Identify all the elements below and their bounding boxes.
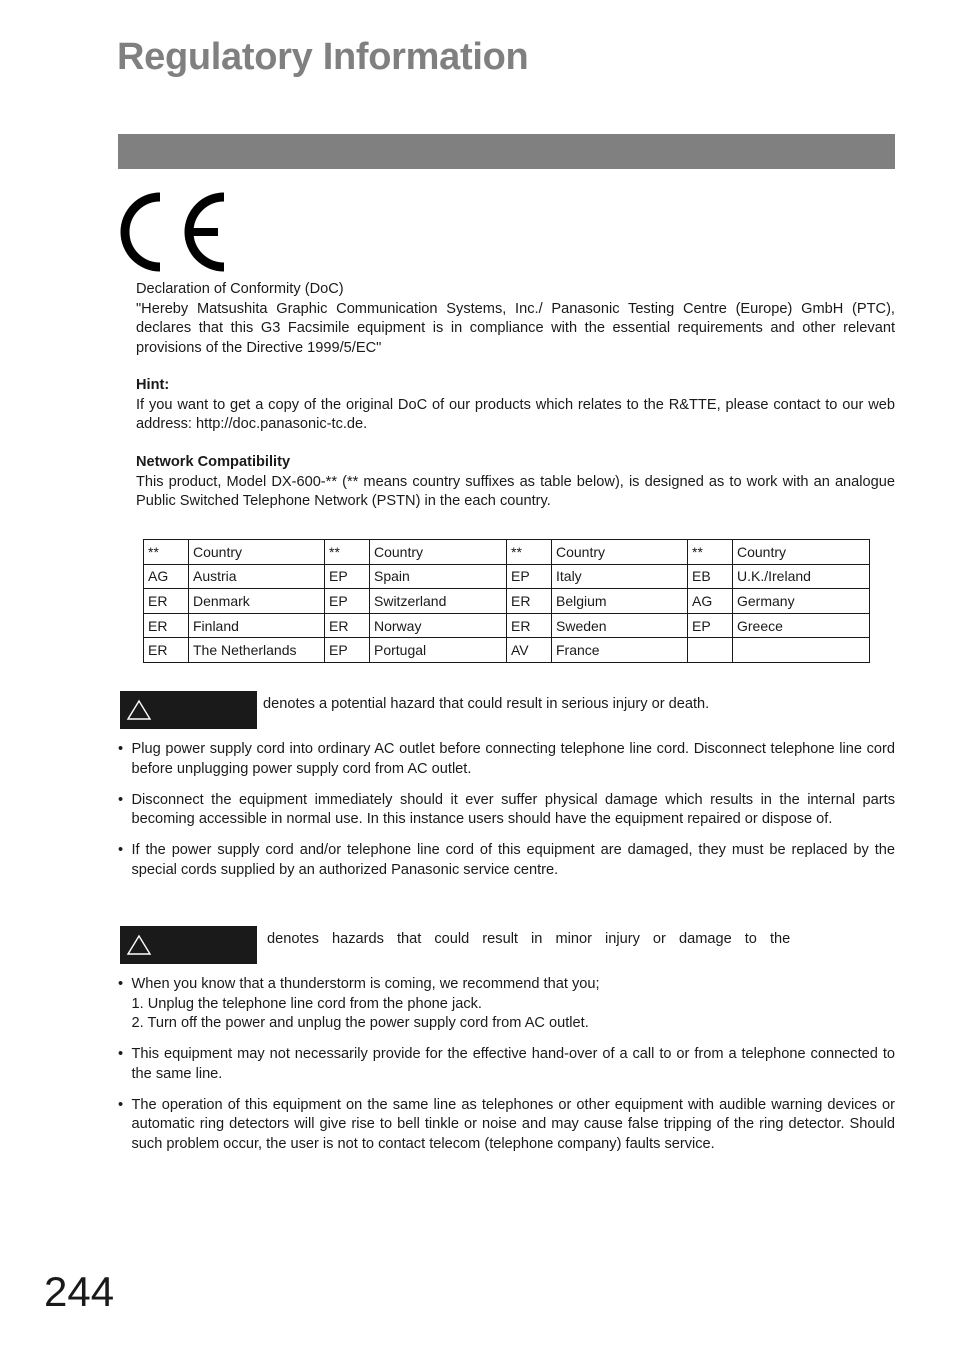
doc-statement: "Hereby Matsushita Graphic Communication Systems, Inc./ Panasonic Testing Centre (Europe) GmbH (PTC), declares that this G3 Facsimile equipment is in compliance with the essential requirements and other relevant provisions of the Directive 1999/5/EC" — [136, 300, 895, 356]
list-item: • This equipment may not necessarily provide for the effective hand-over of a call to or from a telephone connected to the same line. — [118, 1046, 895, 1082]
table-header-row — [144, 540, 870, 565]
warning-triangle-icon — [126, 699, 152, 721]
doc-section — [136, 280, 895, 358]
table-header-cell: ** — [507, 540, 552, 565]
warning-bullet-list — [118, 740, 895, 892]
caution-label-box — [120, 926, 257, 964]
table-header-cell: Country — [370, 540, 507, 565]
table-cell — [733, 638, 870, 663]
list-item: • Disconnect the equipment immediately should it ever suffer physical damage which results in the internal parts becoming accessible in normal use. In this instance users should have the equipment repaired or dispose of. — [118, 791, 895, 827]
list-item: • When you know that a thunderstorm is coming, we recommend that you; 1. Unplug the telephone line cord from the phone jack. 2. Turn off the power and unplug the power supply cord from AC outlet. — [118, 975, 895, 1034]
table-cell: Germany — [733, 589, 870, 614]
hint-label: Hint: — [136, 377, 170, 393]
caution-description: denotes hazards that could result in minor injury or damage to the — [267, 931, 791, 947]
list-item-text: When you know that a thunderstorm is coming, we recommend that you; — [131, 976, 600, 992]
table-cell: Finland — [189, 613, 325, 638]
table-cell: Greece — [733, 613, 870, 638]
table-cell: U.K./Ireland — [733, 564, 870, 589]
hint-text: If you want to get a copy of the original DoC of our products which relates to the R&TTE, please contact to our web address: http://doc.panasonic-tc.de. — [136, 396, 895, 432]
network-text: This product, Model DX-600-** (** means country suffixes as table below), is designed as to work with an analogue Public Switched Telephone Network (PSTN) in the each country. — [136, 473, 895, 509]
table-cell: EP — [325, 638, 370, 663]
table-header-cell: Country — [733, 540, 870, 565]
table-row — [144, 564, 870, 589]
list-item-text: This equipment may not necessarily provide for the effective hand-over of a call to or from a telephone connected to the same line. — [131, 1046, 895, 1082]
table-cell: ER — [144, 589, 189, 614]
table-cell: Denmark — [189, 589, 325, 614]
warning-label-box — [120, 691, 257, 729]
table-cell: EP — [688, 613, 733, 638]
ce-mark-icon — [118, 192, 228, 272]
table-cell: France — [552, 638, 688, 663]
table-cell: ER — [325, 613, 370, 638]
table-cell: AG — [688, 589, 733, 614]
table-cell: ER — [144, 613, 189, 638]
list-item-text: Disconnect the equipment immediately should it ever suffer physical damage which results in the internal parts becoming accessible in normal use. In this instance users should have the equipment repaired or dispose of. — [131, 791, 895, 827]
caution-bullet-list — [118, 975, 895, 1166]
table-cell: Italy — [552, 564, 688, 589]
page-title: Regulatory Information — [117, 36, 529, 78]
table-cell: AG — [144, 564, 189, 589]
table-cell: EP — [507, 564, 552, 589]
table-cell: Belgium — [552, 589, 688, 614]
list-item: • Plug power supply cord into ordinary AC outlet before connecting telephone line cord. Disconnect telephone line cord before unplugging power supply cord from AC outlet. — [118, 741, 895, 777]
network-section — [136, 453, 895, 512]
table-row — [144, 589, 870, 614]
table-cell: The Netherlands — [189, 638, 325, 663]
country-table — [143, 539, 870, 663]
list-item-step: 1. Unplug the telephone line cord from the phone jack. — [131, 995, 482, 1012]
table-row — [144, 638, 870, 663]
network-label: Network Compatibility — [136, 454, 291, 470]
list-item-text: If the power supply cord and/or telephone line cord of this equipment are damaged, they must be replaced by the special cords supplied by an authorized Panasonic service centre. — [131, 842, 895, 878]
table-cell: ER — [507, 613, 552, 638]
table-cell: Sweden — [552, 613, 688, 638]
table-cell: Portugal — [370, 638, 507, 663]
hint-section — [136, 376, 895, 435]
doc-heading: Declaration of Conformity (DoC) — [136, 281, 344, 297]
table-cell: Spain — [370, 564, 507, 589]
section-band — [118, 134, 895, 169]
table-cell: AV — [507, 638, 552, 663]
table-cell: ER — [507, 589, 552, 614]
table-header-cell: ** — [144, 540, 189, 565]
list-item: • The operation of this equipment on the same line as telephones or other equipment with audible warning devices or automatic ring detectors will give rise to bell tinkle or noise and may cause false tripping of the ring detector. Should such problem occur, the user is not to contact telecom (telephone company) faults service. — [118, 1096, 895, 1152]
table-cell: Switzerland — [370, 589, 507, 614]
list-item-step: 2. Turn off the power and unplug the power supply cord from AC outlet. — [131, 1015, 589, 1031]
table-header-cell: ** — [688, 540, 733, 565]
list-item-text: The operation of this equipment on the same line as telephones or other equipment with audible warning devices or automatic ring detectors will give rise to bell tinkle or noise and may cause false tripping of the ring detector. Should such problem occur, the user is not to contact telecom (telephone company) faults service. — [131, 1096, 895, 1152]
list-item-text: Plug power supply cord into ordinary AC outlet before connecting telephone line cord. Disconnect telephone line cord before unplugging power supply cord from AC outlet. — [131, 741, 895, 777]
table-header-cell: Country — [189, 540, 325, 565]
table-cell: Austria — [189, 564, 325, 589]
table-cell: EB — [688, 564, 733, 589]
table-cell: EP — [325, 564, 370, 589]
page-number: 244 — [44, 1268, 115, 1315]
table-row — [144, 613, 870, 638]
table-header-cell: ** — [325, 540, 370, 565]
table-header-cell: Country — [552, 540, 688, 565]
warning-description: denotes a potential hazard that could result in serious injury or death. — [263, 696, 710, 712]
table-cell: ER — [144, 638, 189, 663]
list-item: • If the power supply cord and/or telephone line cord of this equipment are damaged, they must be replaced by the special cords supplied by an authorized Panasonic service centre. — [118, 842, 895, 878]
warning-triangle-icon — [126, 934, 152, 956]
table-cell — [688, 638, 733, 663]
table-cell: EP — [325, 589, 370, 614]
table-cell: Norway — [370, 613, 507, 638]
